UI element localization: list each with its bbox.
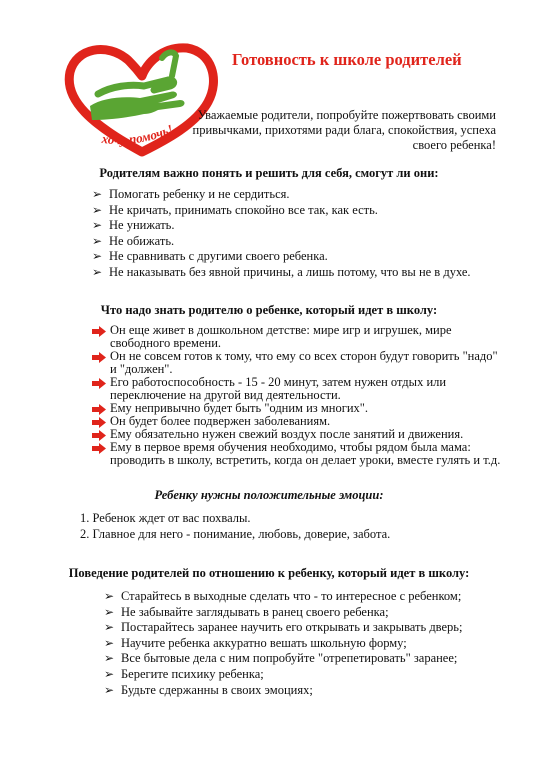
chevron-bullet-icon: ➢	[92, 249, 103, 263]
list-item	[80, 511, 500, 527]
list-item-text: Не обижать.	[109, 233, 175, 248]
list-item-text: Ему в первое время обучения необходимо, чтобы рядом была мама: проводить в школу, встретить, когда он делает уроки, вместе гулять и т.д.	[110, 440, 501, 467]
chevron-bullet-icon: ➢	[104, 651, 115, 666]
section2-list	[92, 324, 502, 467]
list-item-text: Он еще живет в дошкольном детстве: мире игр и игрушек, мире свободного времени.	[110, 323, 452, 350]
red-arrow-bullet-icon	[92, 378, 106, 389]
list-item-text: Не наказывать без явной причины, а лишь потому, что вы не в духе.	[109, 264, 471, 279]
list-item	[104, 589, 504, 605]
list-item	[104, 667, 504, 683]
list-item	[80, 527, 500, 543]
red-arrow-bullet-icon	[92, 417, 106, 428]
list-item-text: Ему обязательно нужен свежий воздух после занятий и движения.	[110, 427, 464, 441]
red-arrow-bullet-icon	[92, 443, 106, 454]
list-item-text: Берегите психику ребенка;	[121, 666, 264, 681]
red-arrow-bullet-icon	[92, 352, 106, 363]
red-arrow-bullet-icon	[92, 404, 106, 415]
section3-heading: Ребенку нужны положительные эмоции:	[154, 488, 384, 502]
chevron-bullet-icon: ➢	[92, 187, 103, 201]
list-item-text: Он не совсем готов к тому, что ему со всех сторон будут говорить "надо" и "должен".	[110, 349, 498, 376]
list-item	[92, 376, 502, 402]
intro-text: Уважаемые родители, попробуйте пожертвовать своими привычками, прихотями ради блага, спокойствия, успеха своего ребенка!	[192, 108, 496, 152]
list-item-text: Постарайтесь заранее научить его открывать и закрывать дверь;	[121, 620, 463, 635]
chevron-bullet-icon: ➢	[104, 620, 115, 635]
chevron-bullet-icon: ➢	[92, 233, 103, 248]
list-item-text: Не унижать.	[109, 218, 175, 232]
list-item	[92, 350, 502, 376]
chevron-bullet-icon: ➢	[92, 202, 103, 217]
list-item-text: Его работоспособность - 15 - 20 минут, затем нужен отдых или переключение на другой вид деятельности.	[110, 375, 447, 402]
list-item-text: 1. Ребенок ждет от вас похвалы.	[80, 511, 251, 525]
list-item	[92, 203, 512, 219]
list-item-text: Старайтесь в выходные сделать что - то интересное с ребенком;	[121, 589, 462, 603]
list-item	[104, 605, 504, 621]
list-item-text: Он будет более подвержен заболеваниям.	[110, 414, 331, 428]
list-item	[104, 620, 504, 636]
chevron-bullet-icon: ➢	[104, 635, 115, 650]
chevron-bullet-icon: ➢	[92, 218, 103, 232]
list-item-text: Все бытовые дела с ним попробуйте "отрепетировать" заранее;	[121, 651, 458, 666]
section1-list	[92, 187, 512, 280]
section2-heading: Что надо знать родителю о ребенке, который идет в школу:	[100, 303, 438, 317]
chevron-bullet-icon: ➢	[104, 682, 115, 697]
list-item	[92, 187, 512, 203]
list-item-text: Помогать ребенку и не сердиться.	[109, 187, 290, 201]
section4-heading: Поведение родителей по отношению к ребенку, который идет в школу:	[68, 566, 470, 580]
list-item	[104, 636, 504, 652]
chevron-bullet-icon: ➢	[104, 604, 115, 619]
list-item-text: Научите ребенка аккуратно вешать школьную форму;	[121, 635, 407, 650]
list-item-text: Не кричать, принимать спокойно все так, как есть.	[109, 202, 378, 217]
red-arrow-bullet-icon	[92, 326, 106, 337]
list-item	[92, 249, 512, 265]
logo-text: хочу помочь!	[101, 121, 176, 148]
list-item	[104, 651, 504, 667]
section3-list	[80, 511, 500, 542]
list-item	[104, 683, 504, 699]
list-item	[92, 234, 512, 250]
section4-list	[104, 589, 504, 698]
list-item-text: Будьте сдержанны в своих эмоциях;	[121, 682, 313, 697]
chevron-bullet-icon: ➢	[92, 264, 103, 279]
list-item-text: Не сравнивать с другими своего ребенка.	[109, 249, 328, 263]
list-item	[92, 324, 502, 350]
page-title: Готовность к школе родителей	[232, 50, 462, 69]
chevron-bullet-icon: ➢	[104, 589, 115, 603]
list-item-text: Ему непривычно будет быть "одним из многих".	[110, 401, 368, 415]
list-item-text: 2. Главное для него - понимание, любовь, доверие, забота.	[80, 526, 391, 541]
list-item	[92, 265, 512, 281]
chevron-bullet-icon: ➢	[104, 666, 115, 681]
list-item	[92, 441, 502, 467]
section1-heading: Родителям важно понять и решить для себя, смогут ли они:	[99, 166, 439, 180]
red-arrow-bullet-icon	[92, 430, 106, 441]
list-item-text: Не забывайте заглядывать в ранец своего ребенка;	[121, 604, 389, 619]
list-item	[92, 218, 512, 234]
